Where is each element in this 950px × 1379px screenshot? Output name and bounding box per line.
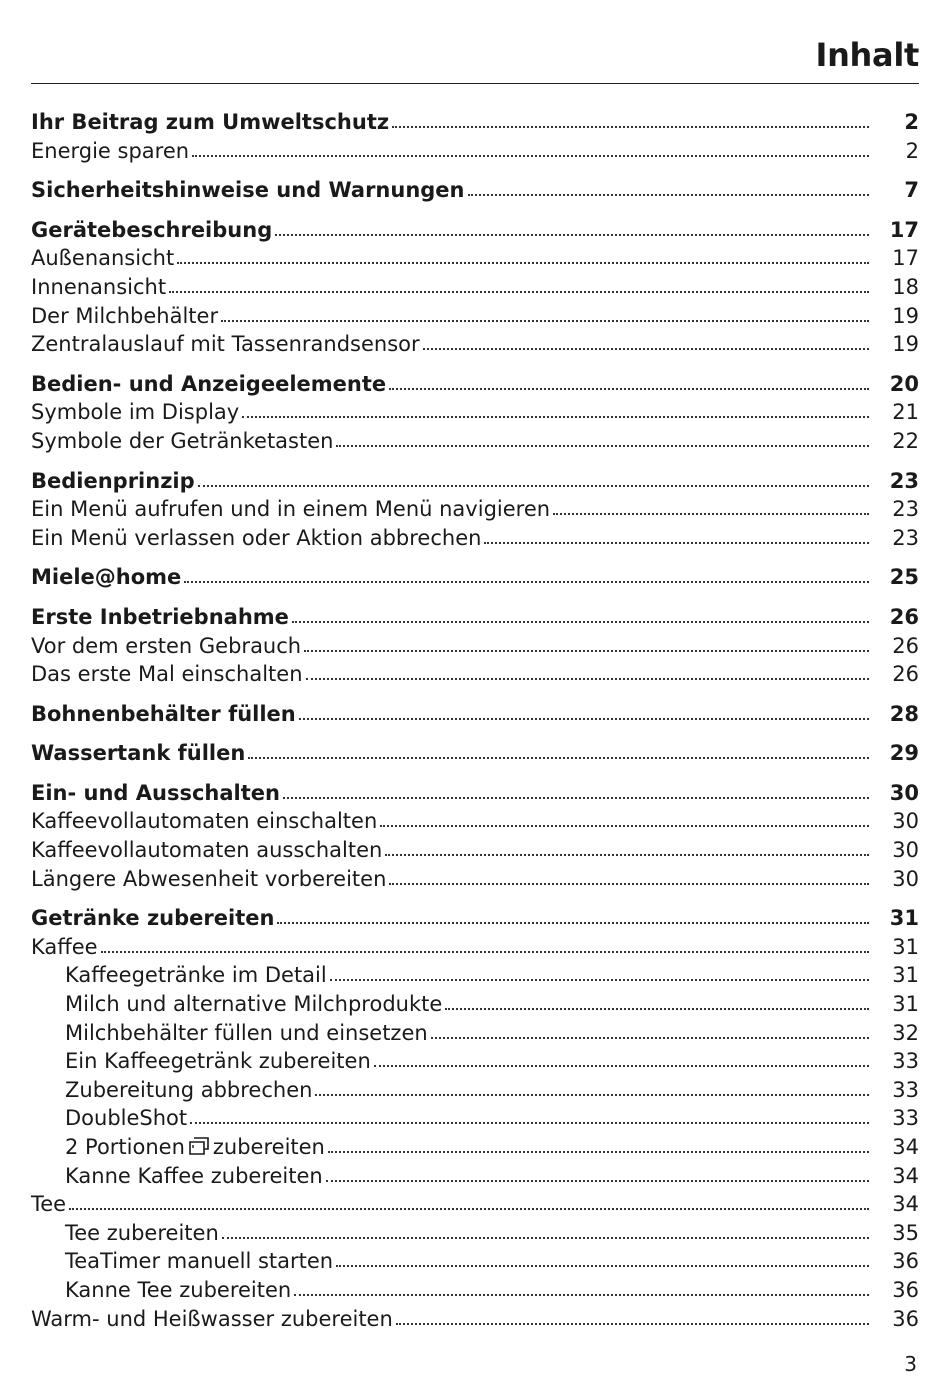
toc-entry[interactable] (31, 273, 919, 302)
dot-leader (468, 193, 869, 196)
toc-entry-label (31, 1047, 371, 1076)
toc-entry[interactable] (31, 865, 919, 894)
toc-chapter-entry[interactable] (31, 216, 919, 245)
toc-entry-label (31, 244, 174, 273)
toc-entry[interactable] (31, 330, 919, 359)
toc-page-number: 23 (892, 497, 919, 522)
toc-entry-text: Getränke zubereiten (31, 906, 275, 931)
toc-entry-text: Ein- und Ausschalten (31, 780, 280, 805)
dot-leader (304, 649, 869, 652)
toc-entry-text: Das erste Mal einschalten (31, 662, 303, 687)
toc-entry-label (31, 836, 382, 865)
toc-entry-text: Kanne Tee zubereiten (65, 1277, 292, 1302)
toc-entry[interactable] (31, 961, 919, 990)
toc-entry-label (31, 1219, 219, 1248)
toc-entry-label (31, 563, 181, 592)
toc-entry-text: Bedienprinzip (31, 468, 195, 493)
dot-leader (101, 950, 869, 953)
toc-entry-text: Kanne Kaffee zubereiten (65, 1163, 323, 1188)
toc-entry-label (31, 330, 420, 359)
toc-entry-text: Ein Kaffeegetränk zubereiten (65, 1049, 371, 1074)
toc-page-number: 17 (889, 217, 919, 242)
dot-leader (192, 154, 869, 157)
toc-entry-label (31, 1190, 66, 1219)
toc-page-number: 33 (892, 1106, 919, 1131)
toc-entry-label (31, 1276, 291, 1305)
toc-chapter-entry[interactable] (31, 739, 919, 768)
dot-leader (248, 756, 869, 759)
toc-entry-text: Warm- und Heißwasser zubereiten (31, 1306, 393, 1331)
dot-leader (221, 319, 869, 322)
toc-entry-label (31, 1019, 428, 1048)
toc-page-number: 28 (889, 701, 919, 726)
toc-page-number: 30 (889, 780, 919, 805)
dot-leader (431, 1036, 869, 1039)
dot-leader (389, 882, 869, 885)
header-divider (31, 83, 919, 84)
toc-entry-label (31, 807, 377, 836)
page-number: 3 (904, 1352, 917, 1376)
toc-entry-label (31, 398, 239, 427)
toc-entry-label (31, 1076, 312, 1105)
dot-leader (299, 717, 869, 720)
dot-leader (294, 1293, 869, 1296)
toc-entry-text: Ein Menü verlassen oder Aktion abbrechen (31, 525, 482, 550)
toc-page-number: 33 (892, 1077, 919, 1102)
toc-entry[interactable] (31, 1305, 919, 1334)
toc-entry-label (31, 1305, 393, 1334)
toc-entry-label (31, 1247, 333, 1276)
toc-entry[interactable] (31, 836, 919, 865)
toc-entry-text: 2 Portionen (65, 1135, 185, 1159)
toc-entry-label (31, 990, 442, 1019)
toc-entry-label (31, 495, 550, 524)
dot-leader (306, 677, 869, 680)
dot-leader (190, 1121, 869, 1124)
toc-entry-text: Innenansicht (31, 274, 167, 299)
toc-page-number: 34 (892, 1135, 919, 1159)
toc-entry[interactable] (31, 302, 919, 331)
dot-leader (328, 1150, 869, 1153)
toc-page-number: 26 (892, 662, 919, 687)
dot-leader (242, 415, 869, 418)
toc-entry[interactable] (31, 1047, 919, 1076)
dot-leader (396, 1322, 869, 1325)
toc-entry[interactable] (31, 660, 919, 689)
dot-leader (275, 233, 869, 236)
toc-page-number: 2 (905, 138, 919, 163)
toc-entry-label (31, 137, 189, 166)
toc-entry[interactable] (31, 1162, 919, 1191)
toc-entry[interactable] (31, 933, 919, 962)
toc-entry-text: Milch und alternative Milchprodukte (65, 992, 443, 1017)
toc-entry-label (31, 660, 303, 689)
dot-leader (385, 853, 869, 856)
toc-page-number: 36 (892, 1277, 919, 1302)
toc-page-number: 32 (892, 1020, 919, 1045)
toc-entry-text: Milchbehälter füllen und einsetzen (65, 1020, 428, 1045)
toc-entry-label (31, 176, 465, 205)
toc-entry-label (31, 779, 280, 808)
toc-entry-text: TeaTimer manuell starten (65, 1249, 334, 1274)
toc-entry-label (31, 1162, 323, 1191)
toc-page-number: 18 (892, 274, 919, 299)
table-of-contents (31, 108, 919, 1333)
toc-page-number: 19 (892, 303, 919, 328)
toc-entry[interactable] (31, 524, 919, 553)
toc-entry-text: Der Milchbehälter (31, 303, 219, 328)
toc-entry-text-after-icon: zubereiten (212, 1135, 325, 1159)
toc-entry[interactable] (31, 137, 919, 166)
toc-entry-text: Kaffeevollautomaten ausschalten (31, 838, 383, 863)
dot-leader (423, 347, 869, 350)
toc-page-number: 31 (892, 934, 919, 959)
toc-entry[interactable] (31, 1219, 919, 1248)
toc-entry-label (31, 739, 245, 768)
toc-entry-text: Zentralauslauf mit Tassenrandsensor (31, 332, 420, 357)
toc-entry-text: Außenansicht (31, 246, 175, 271)
toc-page-number: 34 (892, 1192, 919, 1217)
dot-leader (198, 484, 869, 487)
toc-entry-label (31, 904, 274, 933)
toc-entry-label (31, 108, 389, 137)
toc-entry-text: Kaffeegetränke im Detail (65, 963, 327, 988)
toc-entry-text: Tee (31, 1192, 67, 1217)
toc-page-number: 23 (889, 468, 919, 493)
toc-page-number: 21 (892, 400, 919, 425)
dot-leader (315, 1093, 869, 1096)
toc-page-number: 22 (892, 428, 919, 453)
toc-entry[interactable] (31, 807, 919, 836)
toc-entry-text: Ein Menü aufrufen und in einem Menü navigieren (31, 497, 551, 522)
dot-leader (553, 512, 869, 515)
toc-entry-text: Ihr Beitrag zum Umweltschutz (31, 110, 390, 134)
toc-page-number: 31 (889, 906, 919, 931)
dot-leader (336, 1264, 869, 1267)
toc-entry-text: Symbole der Getränketasten (31, 428, 334, 453)
toc-page-number: 30 (892, 838, 919, 863)
toc-page-number: 26 (892, 633, 919, 658)
toc-entry[interactable] (31, 1104, 919, 1133)
toc-chapter-entry[interactable] (31, 779, 919, 808)
toc-page-number: 25 (889, 565, 919, 590)
toc-chapter-entry[interactable] (31, 467, 919, 496)
toc-entry-text: Zubereitung abbrechen (65, 1077, 313, 1102)
toc-entry-label (31, 524, 481, 553)
dot-leader (380, 824, 869, 827)
toc-entry-text: Kaffee (31, 934, 98, 959)
toc-chapter-entry[interactable] (31, 904, 919, 933)
toc-page-number: 36 (892, 1306, 919, 1331)
toc-entry-text: Bedien- und Anzeigeelemente (31, 371, 387, 396)
toc-page-number: 29 (889, 741, 919, 766)
toc-page-number: 31 (892, 963, 919, 988)
dot-leader (389, 387, 869, 390)
toc-page-number: 30 (892, 809, 919, 834)
toc-entry-label (31, 632, 301, 661)
dot-leader (374, 1064, 869, 1067)
toc-entry[interactable] (31, 1076, 919, 1105)
dot-leader (484, 541, 869, 544)
toc-chapter-entry[interactable] (31, 563, 919, 592)
toc-entry[interactable] (31, 244, 919, 273)
toc-entry-label (31, 1133, 325, 1165)
toc-chapter-entry[interactable] (31, 700, 919, 729)
dot-leader (184, 580, 869, 583)
toc-entry-text: Miele@home (31, 565, 182, 590)
toc-entry[interactable] (31, 1019, 919, 1048)
toc-entry-label (31, 1104, 187, 1133)
toc-entry[interactable] (31, 1276, 919, 1305)
dot-leader (169, 290, 869, 293)
toc-entry-label (31, 603, 289, 632)
toc-entry[interactable] (31, 495, 919, 524)
toc-entry-text: Erste Inbetriebnahme (31, 604, 289, 629)
toc-entry[interactable] (31, 990, 919, 1019)
toc-chapter-entry[interactable] (31, 108, 919, 137)
toc-page-number: 36 (892, 1249, 919, 1274)
toc-page-number: 20 (889, 371, 919, 396)
dot-leader (277, 921, 869, 924)
toc-entry-label (31, 273, 166, 302)
toc-page-number: 19 (892, 332, 919, 357)
toc-entry-label (31, 370, 386, 399)
toc-entry-label (31, 302, 218, 331)
toc-entry-text: DoubleShot (65, 1106, 188, 1131)
toc-entry-text: Bohnenbehälter füllen (31, 701, 296, 726)
toc-entry[interactable] (31, 427, 919, 456)
toc-page-number: 26 (889, 604, 919, 629)
toc-entry-text: Energie sparen (31, 138, 190, 163)
toc-entry-label (31, 427, 333, 456)
dot-leader (292, 620, 869, 623)
toc-chapter-entry[interactable] (31, 603, 919, 632)
dot-leader (326, 1179, 869, 1182)
toc-chapter-entry[interactable] (31, 176, 919, 205)
toc-entry-text: Symbole im Display (31, 400, 240, 425)
toc-entry-label (31, 467, 195, 496)
toc-entry-label (31, 961, 327, 990)
toc-chapter-entry[interactable] (31, 370, 919, 399)
dot-leader (392, 125, 869, 128)
toc-page-number: 7 (904, 178, 919, 203)
toc-entry-text: Tee zubereiten (65, 1220, 219, 1245)
toc-entry-text: Gerätebeschreibung (31, 217, 273, 242)
toc-entry[interactable] (31, 1247, 919, 1276)
toc-page-number: 30 (892, 866, 919, 891)
toc-entry-text: Vor dem ersten Gebrauch (31, 633, 302, 658)
dot-leader (336, 444, 869, 447)
dot-leader (69, 1207, 869, 1210)
page-title: Inhalt (815, 36, 919, 74)
toc-page-number: 31 (892, 992, 919, 1017)
toc-entry-label (31, 865, 386, 894)
toc-page-number: 35 (892, 1220, 919, 1245)
toc-entry-text: Wassertank füllen (31, 741, 246, 766)
toc-entry-label (31, 700, 296, 729)
toc-entry-text: Sicherheitshinweise und Warnungen (31, 178, 465, 203)
toc-entry-text: Kaffeevollautomaten einschalten (31, 809, 378, 834)
toc-page-number: 34 (892, 1163, 919, 1188)
toc-entry[interactable] (31, 632, 919, 661)
dot-leader (445, 1007, 869, 1010)
dot-leader (222, 1236, 869, 1239)
double-cup-icon (187, 1135, 211, 1165)
toc-entry[interactable] (31, 398, 919, 427)
toc-page-number: 17 (892, 246, 919, 271)
dot-leader (330, 978, 869, 981)
toc-page-number: 23 (892, 525, 919, 550)
toc-page-number: 33 (892, 1049, 919, 1074)
toc-page-number: 2 (904, 110, 919, 134)
toc-entry-label (31, 933, 98, 962)
dot-leader (283, 796, 869, 799)
toc-entry-text: Längere Abwesenheit vorbereiten (31, 866, 387, 891)
dot-leader (177, 261, 869, 264)
toc-entry[interactable] (31, 1190, 919, 1219)
toc-entry[interactable] (31, 1133, 919, 1162)
toc-entry-label (31, 216, 272, 245)
